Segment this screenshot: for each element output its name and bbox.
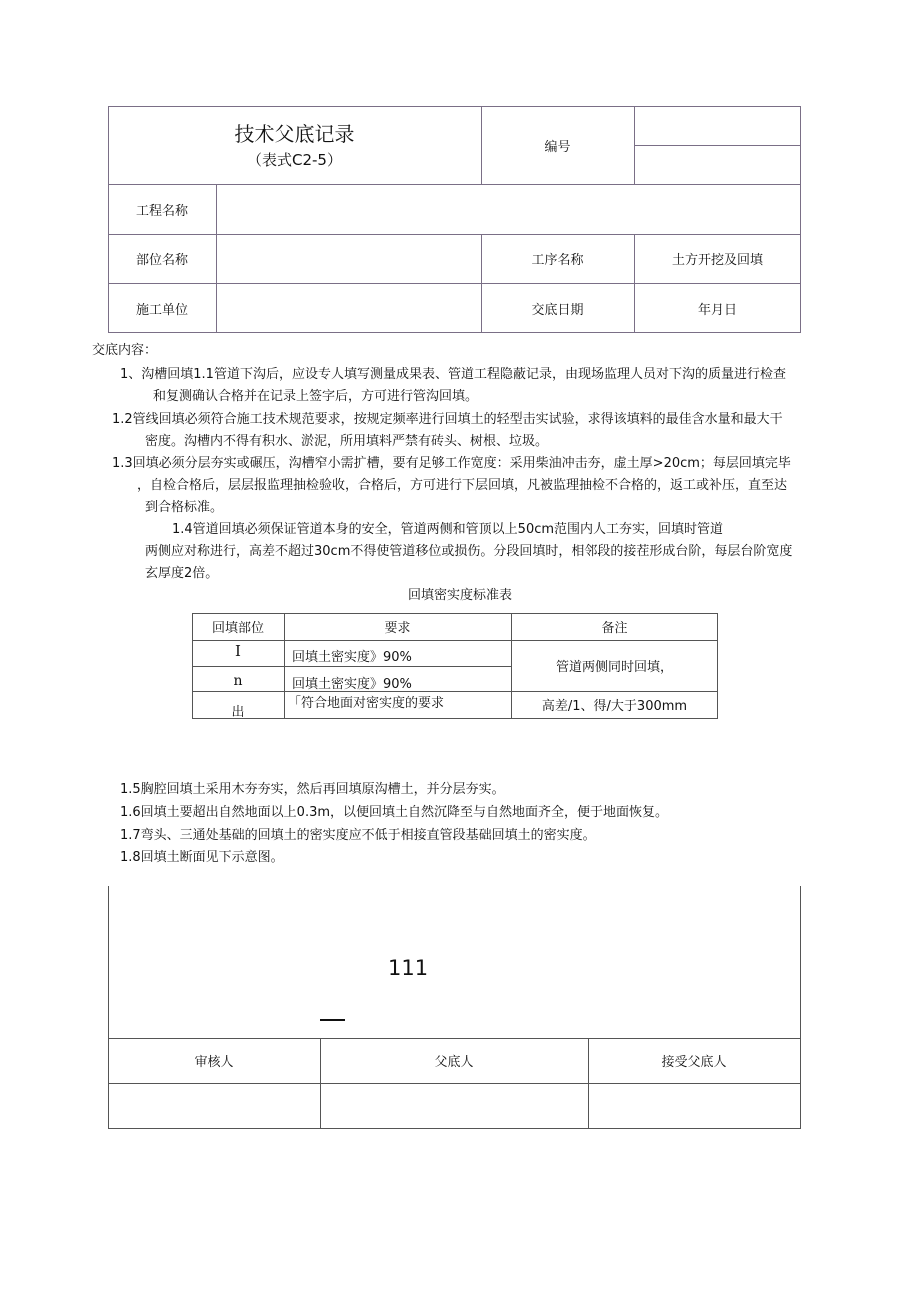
figure-label: 111 [388,956,429,980]
paragraph-line: 1.5胸腔回填土采用木夯夯实，然后再回填原沟槽土，并分层夯实。 [120,782,505,797]
receiver-label: 接受父底人 [661,1055,727,1070]
process-label: 工序名称 [531,253,584,268]
number-label: 编号 [544,139,571,155]
reviewer-label: 审核人 [194,1055,234,1070]
paragraph-line: 1.6回填土要超出自然地面以上0.3m，以便回填土自然沉降至与自然地面齐全，便于地面恢复。 [120,805,669,820]
paragraph-line: 和复测确认合格并在记录上签字后，方可进行管沟回填。 [153,389,479,404]
table-cell: 出 [231,704,245,720]
discloser-label: 父底人 [434,1055,474,1070]
paragraph-line: 到合格标准。 [145,500,224,515]
page-title: 技术父底记录 [234,122,355,146]
process-value: 土方开挖及回填 [671,253,763,268]
content-heading: 交底内容： [92,343,158,358]
table-cell: 高差/1、得/大于300mm [541,699,688,714]
col-header: 回填部位 [211,621,264,636]
table-cell: 管道两侧同时回填， [555,660,673,675]
paragraph-line: 1.3回填必须分层夯实或碾压，沟槽窄小需扩槽，要有足够工作宽度：采用柴油冲击夯，虚土厚>20cm；每层回填完毕 [112,456,791,471]
date-value: 年月日 [697,302,737,318]
form-code: （表式C2-5） [247,151,342,169]
paragraph-line: ，自检合格后，层层报监理抽检验收，合格后，方可进行下层回填，凡被监理抽检不合格的，返工或补压，直至达 [137,478,788,493]
unit-label: 施工单位 [135,302,188,318]
figure-dash [320,1019,345,1021]
col-header: 要求 [384,621,411,636]
paragraph-line: 1.4管道回填必须保证管道本身的安全，管道两侧和管顶以上50cm范围内人工夯实，回填时管道 [172,522,724,537]
paragraph-line: 玄厚度2倍。 [145,566,219,581]
part-name-label: 部位名称 [135,253,188,268]
date-label: 交底日期 [531,302,584,318]
col-header: 备注 [601,621,628,636]
table-cell: 回填土密实度》90% [292,650,412,665]
table-cell: 回填土密实度》90% [292,677,412,692]
table-title: 回填密实度标准表 [407,588,512,603]
paragraph-line: 1.8回填土断面见下示意图。 [120,850,284,865]
table-cell: 「符合地面对密实度的要求 [288,696,445,711]
paragraph-line: 1.7弯头、三通处基础的回填土的密实度应不低于相接直管段基础回填土的密实度。 [120,828,596,843]
project-name-label: 工程名称 [135,203,188,219]
table-cell: n [233,673,243,689]
paragraph-line: 两侧应对称进行，高差不超过30cm不得使管道移位或损伤。分段回填时，相邻段的接茬形成台阶，每层台阶宽度 [145,544,793,559]
paragraph-line: 1.2管线回填必须符合施工技术规范要求，按规定频率进行回填土的轻型击实试验，求得该填料的最佳含水量和最大干 [112,412,783,427]
table-cell: I [235,642,241,660]
paragraph-line: 密度。沟槽内不得有积水、淤泥，所用填料严禁有砖头、树根、垃圾。 [145,434,549,449]
paragraph-line: 1、沟槽回填1.1管道下沟后，应设专人填写测量成果表、管道工程隐蔽记录，由现场监理人员对下沟的质量进行检查 [120,367,786,382]
